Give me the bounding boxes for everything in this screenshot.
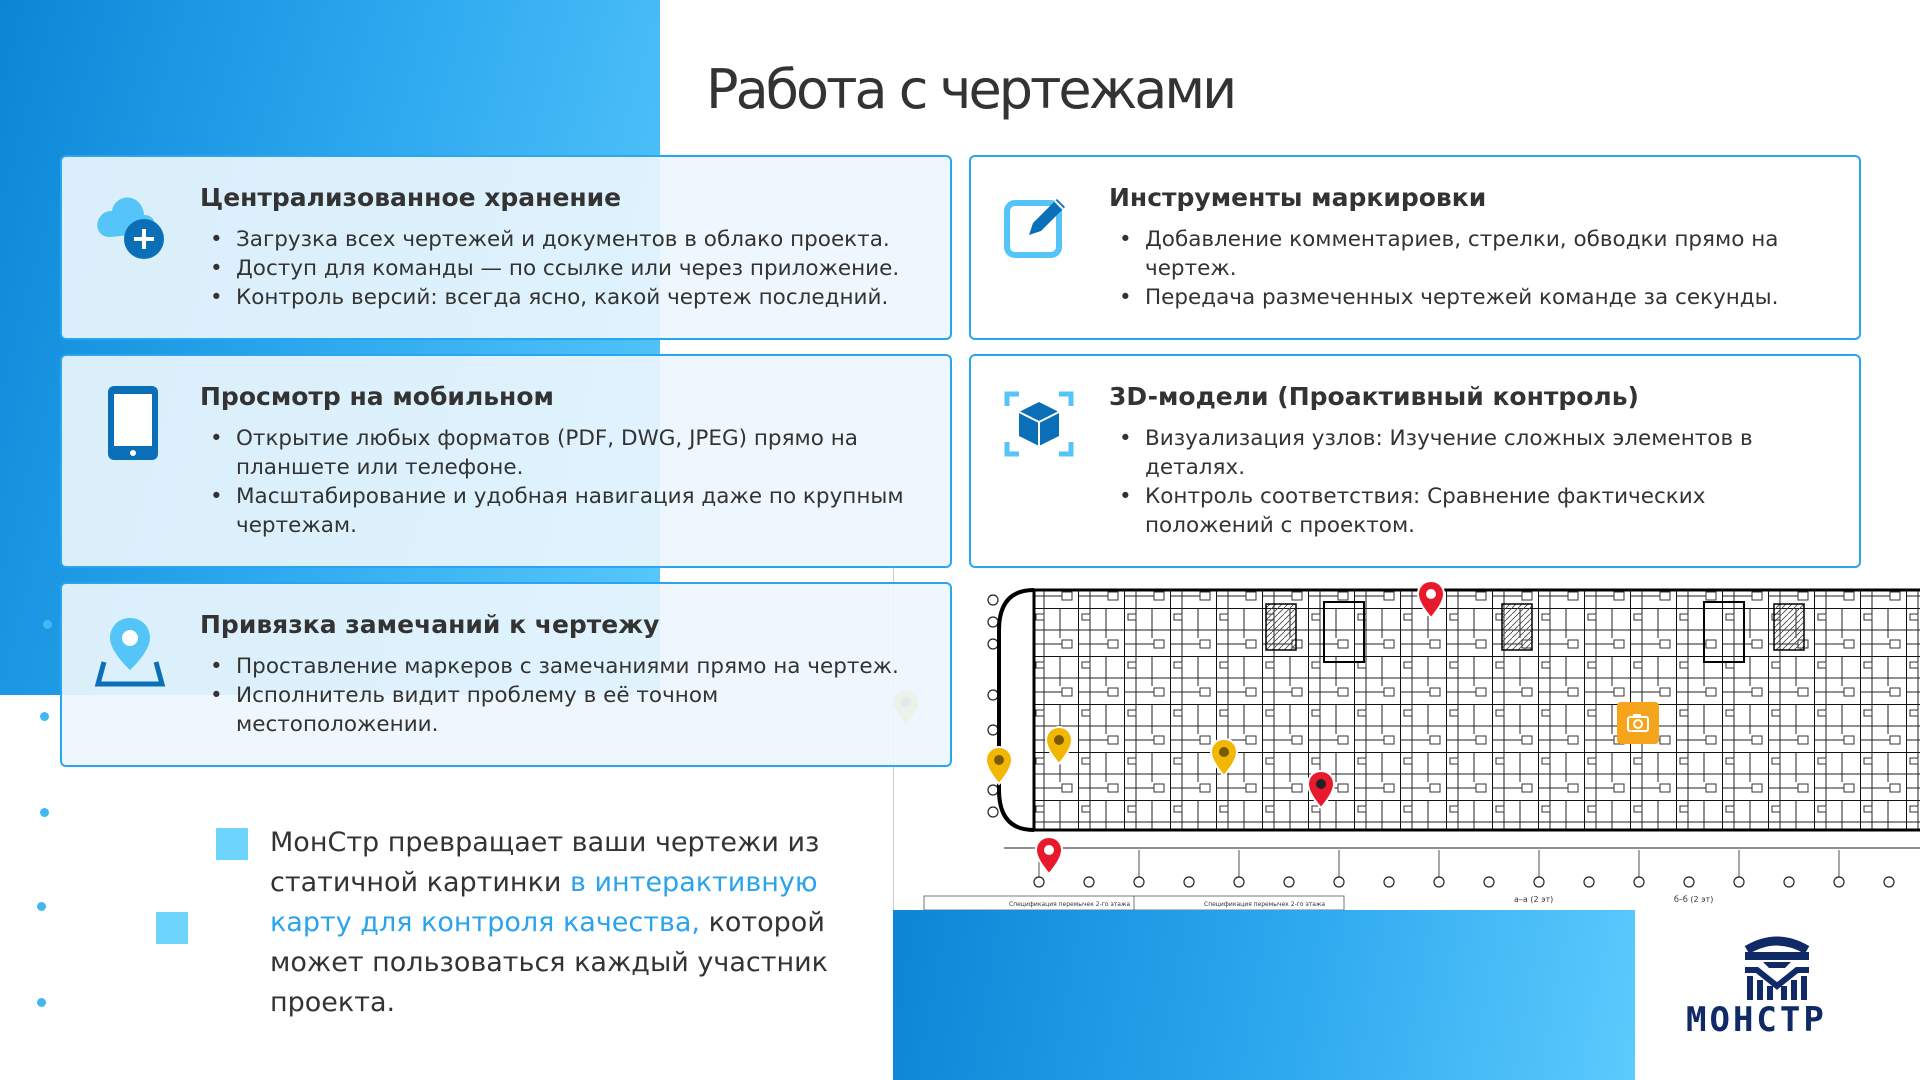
decor-dot: [40, 808, 49, 817]
section-label-a: а–а (2 эт): [1514, 895, 1554, 904]
decor-dot: [40, 712, 49, 721]
cloud-plus-icon: [90, 185, 170, 265]
list-item: • Исполнитель видит проблему в её точном местоположении.: [202, 681, 922, 739]
card-mobile-view: [60, 354, 952, 568]
decor-dot: [43, 620, 52, 629]
camera-marker-icon[interactable]: [1617, 702, 1659, 744]
summary-part-2: которой может пользоваться каждый участник проекта.: [270, 907, 828, 1018]
decor-dot: [37, 902, 46, 911]
decor-dot: [37, 998, 46, 1007]
decor-square: [156, 912, 188, 944]
card-markup-tools: [969, 155, 1861, 340]
list-item: • Проставление маркеров с замечаниями прямо на чертеж.: [202, 652, 922, 681]
location-pin-icon: [90, 612, 170, 692]
edit-pencil-icon: [999, 185, 1079, 265]
list-item: • Доступ для команды — по ссылке или через приложение.: [202, 254, 899, 283]
card-title: Централизованное хранение: [200, 183, 622, 212]
background-gradient-bottom: [893, 910, 1635, 1080]
card-title: Инструменты маркировки: [1109, 183, 1487, 212]
summary-highlight: в интерактивную карту для контроля качества,: [270, 867, 818, 938]
card-list: [1111, 225, 1831, 312]
red-marker-icon[interactable]: [1306, 770, 1336, 810]
card-storage: [60, 155, 952, 340]
list-item: • Открытие любых форматов (PDF, DWG, JPEG) прямо на планшете или телефоне.: [202, 424, 922, 482]
list-item: • Загрузка всех чертежей и документов в облако проекта.: [202, 225, 899, 254]
drawing-caption-2: Спецификация перемычек 2-го этажа: [1204, 901, 1326, 908]
list-item: • Контроль соответствия: Сравнение фактических положений с проектом.: [1111, 482, 1831, 540]
drawing-caption-1: Спецификация перемычек 2-го этажа: [1009, 901, 1131, 908]
page-title: Работа с чертежами: [706, 58, 1235, 121]
yellow-marker-icon[interactable]: [1044, 726, 1074, 766]
yellow-marker-icon[interactable]: [1209, 738, 1239, 778]
tablet-icon: [90, 384, 170, 464]
decor-square: [216, 828, 248, 860]
logo-text: МОНСТР: [1686, 1000, 1827, 1040]
summary-part-1: МонСтр превращает ваши чертежи из статичной картинки: [270, 827, 820, 898]
red-marker-icon[interactable]: [1416, 580, 1446, 620]
card-list: [202, 424, 922, 540]
list-item: • Визуализация узлов: Изучение сложных элементов в деталях.: [1111, 424, 1831, 482]
list-item: • Добавление комментариев, стрелки, обводки прямо на чертеж.: [1111, 225, 1831, 283]
card-title: 3D-модели (Проактивный контроль): [1109, 382, 1639, 411]
list-item: • Передача размеченных чертежей команде за секунды.: [1111, 283, 1831, 312]
list-item: • Масштабирование и удобная навигация даже по крупным чертежам.: [202, 482, 922, 540]
card-list: [1111, 424, 1831, 540]
card-list: [202, 225, 899, 312]
card-title: Привязка замечаний к чертежу: [200, 610, 660, 639]
card-list: [202, 652, 922, 739]
summary-text: [270, 823, 870, 1023]
list-item: • Контроль версий: всегда ясно, какой чертеж последний.: [202, 283, 899, 312]
yellow-marker-icon[interactable]: [984, 746, 1014, 786]
card-title: Просмотр на мобильном: [200, 382, 554, 411]
card-issue-binding: [60, 582, 952, 767]
cube-3d-icon: [999, 384, 1079, 464]
floor-plan-drawing[interactable]: [893, 560, 1920, 910]
red-marker-icon[interactable]: [1034, 836, 1064, 876]
section-label-b: б–б (2 эт): [1674, 895, 1714, 904]
card-3d-models: [969, 354, 1861, 568]
